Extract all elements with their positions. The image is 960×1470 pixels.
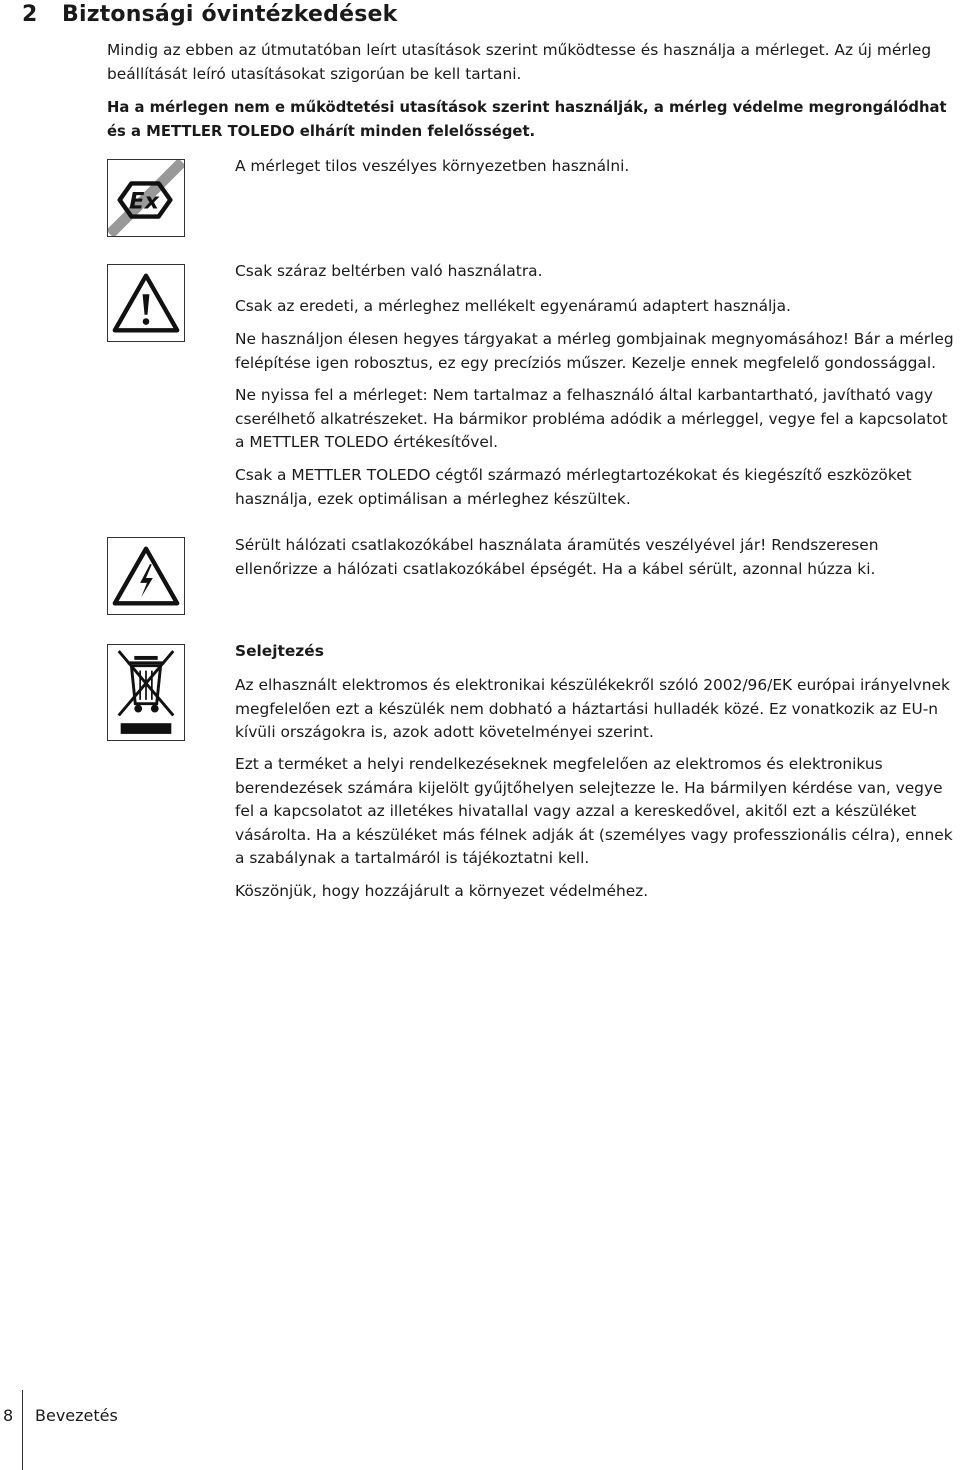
page-number: 8: [3, 1406, 14, 1425]
disposal-title: Selejtezés: [235, 642, 324, 660]
safety-item: Csak az eredeti, a mérleghez mellékelt egyenáramú adaptert használja.: [235, 297, 791, 315]
safety-item: Csak a METTLER TOLEDO cégtől származó mérlegtartozékokat és kiegészítő eszközöket használja, ezek optimálisan a mérleghez készültek.: [235, 466, 912, 508]
warning-paragraph: Ha a mérlegen nem e működtetési utasítások szerint használják, a mérleg védelme megrongálódhat és a METTLER TOLEDO elhárít minden felelősséget.: [107, 99, 947, 140]
disposal-paragraph: Ezt a terméket a helyi rendelkezéseknek megfelelően az elektromos és elektronikus berendezések számára kijelölt gyűjtőhelyen selejtezze le. Ha bármilyen kérdése van, vegye fel a kapcsolatot az illetékes hivatallal vagy azzal a kereskedővel, akitől ezt a készüléket vásárolta. Ha a készüléket más félnek adják át (személyes vagy professzionális célra), ennek a szabálynak a tartalmáról is tájékoztatni kell.: [235, 755, 953, 867]
disposal-paragraph: Az elhasznált elektromos és elektronikai készülékekről szóló 2002/96/EK európai irányelvnek megfelelően ezt a készülék nem dobható a háztartási hulladék közé. Ez vonatkozik az EU-n kívüli országokra is, azok adott követelményei szerint.: [235, 676, 950, 741]
disposal-paragraph: Köszönjük, hogy hozzájárult a környezet védelméhez.: [235, 882, 649, 900]
footer-divider: [22, 1390, 23, 1470]
intro-paragraph: Mindig az ebben az útmutatóban leírt utasítások szerint működtesse és használja a mérleget. Az új mérleg beállítását leíró utasításokat szigorúan be kell tartani.: [107, 41, 932, 83]
section-number: 2: [22, 2, 38, 27]
warning-triangle-icon: [107, 264, 185, 342]
ex-text: A mérleget tilos veszélyes környezetben használni.: [235, 157, 630, 175]
svg-text:Ex: Ex: [129, 188, 159, 215]
electrical-hazard-icon: [107, 537, 185, 615]
crossed-out-wheelie-bin-icon: [107, 644, 185, 741]
electric-text: Sérült hálózati csatlakozókábel használata áramütés veszélyével jár! Rendszeresen ellenőrizze a hálózati csatlakozókábel épségét. Ha a kábel sérült, azonnal húzza ki.: [235, 536, 879, 578]
safety-item: Ne használjon élesen hegyes tárgyakat a mérleg gombjainak megnyomásához! Bár a mérleg felépítése igen robosztus, ez egy precíziós műszer. Kezelje ennek megfelelő gondossággal.: [235, 330, 954, 372]
ex-hazard-prohibited-icon: [107, 159, 185, 237]
footer-section-name: Bevezetés: [35, 1406, 118, 1425]
safety-item: Csak száraz beltérben való használatra.: [235, 262, 543, 280]
section-heading: [22, 2, 397, 27]
safety-item: Ne nyissa fel a mérleget: Nem tartalmaz a felhasználó által karbantartható, javítható vagy cserélhető alkatrészeket. Ha bármikor probléma adódik a mérleggel, vegye fel a kapcsolatot a METTLER TOLEDO értékesítővel.: [235, 386, 948, 451]
section-title: Biztonsági óvintézkedések: [62, 2, 398, 27]
